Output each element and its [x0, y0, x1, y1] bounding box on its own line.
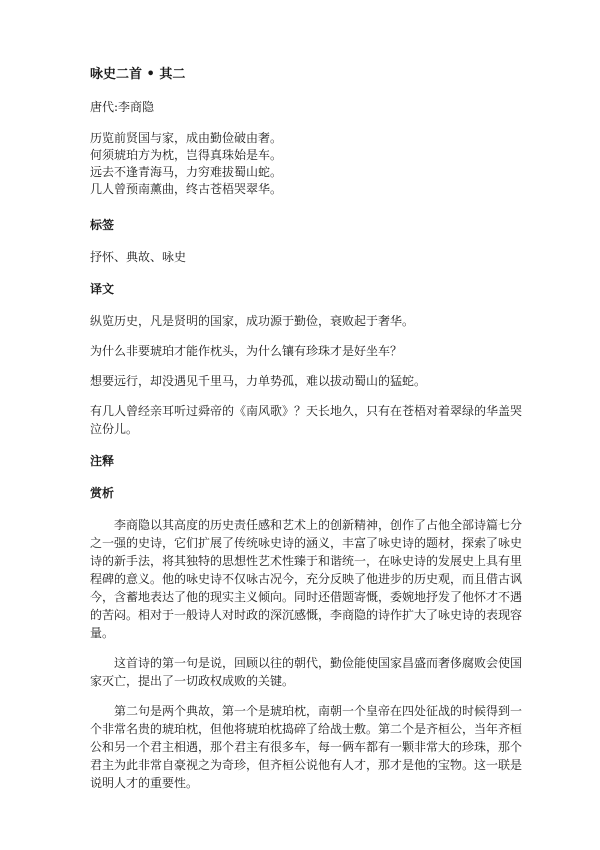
- analysis-paragraph: 这首诗的第一句是说，回顾以往的朝代，勤俭能使国家昌盛而奢侈腐败会使国家灭亡，提出了一切政权成败的关键。: [90, 656, 523, 688]
- document-page: [90, 66, 522, 804]
- translation-paragraph: 有几人曾经亲耳听过舜帝的《南风歌》？天长地久，只有在苍梧对着翠绿的华盖哭泣份儿。: [90, 404, 523, 436]
- analysis-heading: 赏析: [90, 486, 115, 500]
- translation-paragraph: 纵览历史，凡是贤明的国家，成功源于勤俭，衰败起于奢华。: [90, 314, 415, 328]
- notes-heading: 注释: [90, 454, 115, 468]
- poem-title: 咏史二首 • 其二: [90, 67, 186, 82]
- poem-line: 几人曾预南薰曲，终古苍梧哭翠华。: [90, 182, 283, 196]
- analysis-body: [90, 516, 522, 792]
- tags-heading: 标签: [90, 218, 115, 232]
- poem-line: 远去不逢青海马，力穷难拔蜀山蛇。: [90, 165, 283, 179]
- translation-body: [90, 312, 522, 438]
- poem-body: [90, 130, 522, 198]
- translation-paragraph: 为什么非要琥珀才能作枕头，为什么镶有珍珠才是好坐车？: [90, 344, 403, 358]
- poem-line: 何须琥珀方为枕，岂得真珠始是车。: [90, 148, 283, 162]
- poem-author: 唐代:李商隐: [90, 100, 155, 114]
- analysis-paragraph: 李商隐以其高度的历史责任感和艺术上的创新精神，创作了占他全部诗篇七分之一强的史诗，它们扩展了传统咏史诗的涵义，丰富了咏史诗的题材，探索了咏史诗的新手法，将其独特的思想性艺术性臻于和谐统一，在咏史诗的发展史上具有里程碑的意义。他的咏史诗不仅咏古况今，充分反映了他进步的历史观，而且借古讽今，含蓄地表达了他的现实主义倾向。同时还借题寄慨，委婉地抒发了他怀才不遇的苦闷。相对于一般诗人对时政的深沉感慨，李商隐的诗作扩大了咏史诗的表现容量。: [90, 518, 523, 640]
- analysis-paragraph: 第二句是两个典故，第一个是琥珀枕，南朝一个皇帝在四处征战的时候得到一个非常名贵的琥珀枕，但他将琥珀枕捣碎了给战士敷。第二个是齐桓公，当年齐桓公和另一个君主相遇，那个君主有很多车，每一俩车都有一颗非常大的珍珠，那个君主为此非常自豪视之为奇珍，但齐桓公说他有人才，那才是他的宝物。这一联是说明人才的重要性。: [90, 704, 523, 790]
- translation-heading: 译文: [90, 282, 115, 296]
- tags-text: 抒怀、典故、咏史: [90, 250, 187, 264]
- poem-line: 历览前贤国与家，成由勤俭破由奢。: [90, 131, 283, 145]
- translation-paragraph: 想要远行，却没遇见千里马，力单势孤，难以拔动蜀山的猛蛇。: [90, 374, 427, 388]
